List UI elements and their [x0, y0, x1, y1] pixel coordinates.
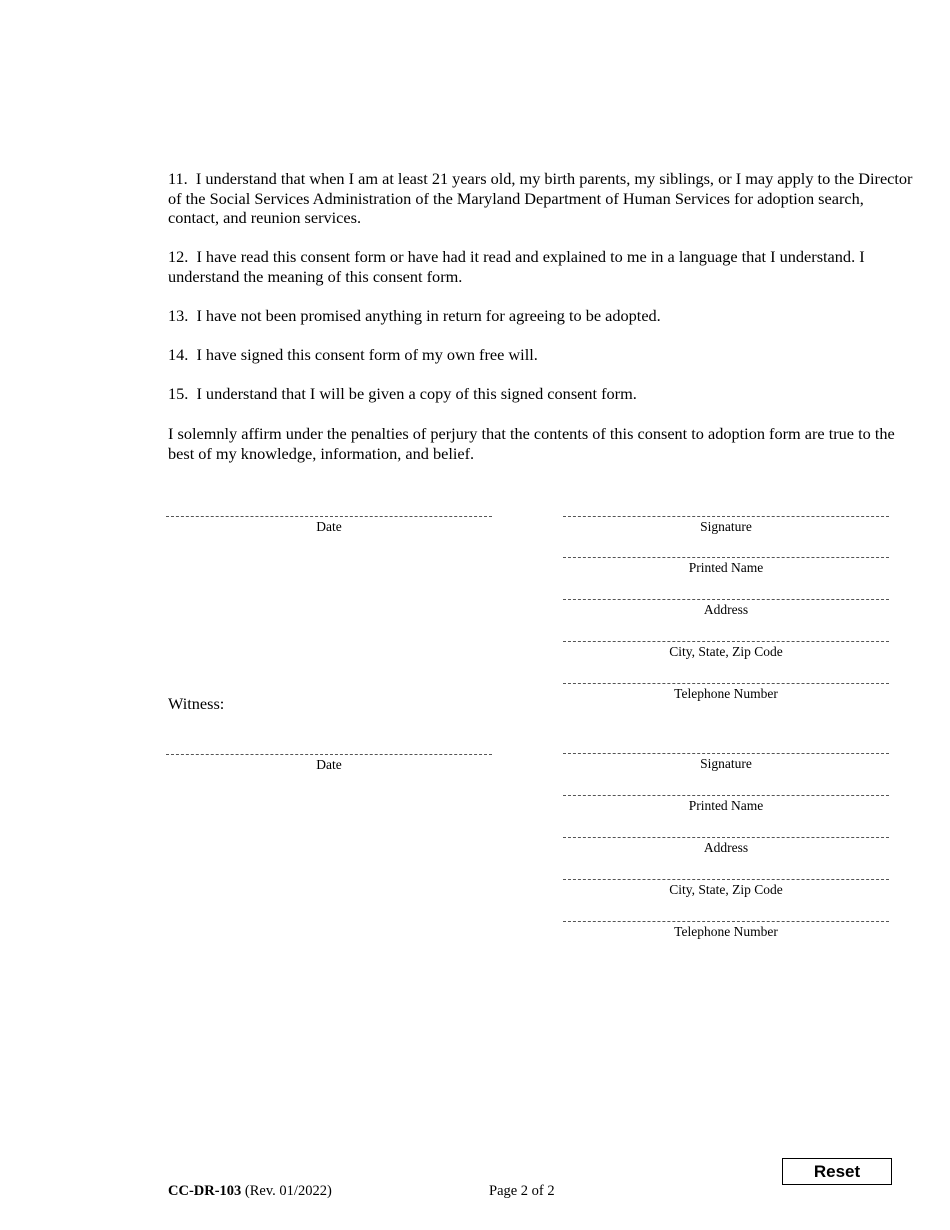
witness-telephone-field[interactable] [563, 921, 889, 951]
reset-button[interactable]: Reset [782, 1158, 892, 1185]
signer-date-label: Date [316, 519, 342, 534]
paragraph-11 [168, 169, 913, 228]
paragraph-number: 13. [168, 306, 189, 325]
paragraph-text: I have not been promised anything in return for agreeing to be adopted. [196, 306, 661, 325]
affirmation-paragraph: I solemnly affirm under the penalties of perjury that the contents of this consent to adoption form are true to the best of my knowledge, information, and belief. [168, 424, 895, 463]
paragraph-15 [168, 384, 913, 404]
witness-city-state-zip-field[interactable] [563, 879, 889, 909]
signature-line [563, 879, 889, 880]
signature-line [563, 641, 889, 642]
signature-line [563, 837, 889, 838]
signer-printed-name-field[interactable] [563, 557, 889, 587]
witness-printed-name-field[interactable] [563, 795, 889, 825]
paragraph-text: I understand that when I am at least 21 years old, my birth parents, my siblings, or I may apply to the Director of the Social Services Administration of the Maryland Department of Human Services for adoption search, contact, and reunion services. [168, 169, 913, 227]
signer-city-state-zip-field[interactable] [563, 641, 889, 671]
signature-line [166, 516, 492, 517]
signer-printed-name-label: Printed Name [688, 560, 764, 575]
page-number: Page 2 of 2 [489, 1183, 555, 1199]
witness-address-field[interactable] [563, 837, 889, 867]
witness-heading: Witness: [168, 694, 225, 713]
signer-signature-label: Signature [700, 519, 752, 534]
paragraph-number: 12. [168, 247, 189, 266]
witness-city-state-zip-label: City, State, Zip Code [669, 882, 783, 897]
signer-date-field[interactable] [166, 516, 492, 546]
signature-line [563, 753, 889, 754]
signer-address-field[interactable] [563, 599, 889, 629]
paragraph-number: 11. [168, 169, 188, 188]
paragraph-13 [168, 306, 913, 326]
paragraph-12 [168, 247, 913, 286]
signature-line [563, 921, 889, 922]
signer-telephone-label: Telephone Number [674, 686, 778, 701]
witness-signature-field[interactable] [563, 753, 889, 783]
witness-address-label: Address [703, 840, 749, 855]
paragraph-number: 14. [168, 345, 189, 364]
signature-line [563, 557, 889, 558]
witness-date-field[interactable] [166, 754, 492, 784]
paragraph-text: I have read this consent form or have had it read and explained to me in a language that I understand. I understand the meaning of this consent form. [168, 247, 865, 286]
signature-line [563, 516, 889, 517]
signature-line [166, 754, 492, 755]
paragraph-number: 15. [168, 384, 189, 403]
signer-address-label: Address [703, 602, 749, 617]
witness-signature-label: Signature [700, 756, 752, 771]
witness-date-label: Date [316, 757, 342, 772]
paragraph-text: I have signed this consent form of my own free will. [196, 345, 538, 364]
paragraph-text: I understand that I will be given a copy of this signed consent form. [196, 384, 637, 403]
signer-city-state-zip-label: City, State, Zip Code [669, 644, 783, 659]
signature-line [563, 599, 889, 600]
signer-telephone-field[interactable] [563, 683, 889, 713]
form-revision: (Rev. 01/2022) [244, 1183, 332, 1199]
form-id [168, 1182, 332, 1200]
witness-printed-name-label: Printed Name [688, 798, 764, 813]
witness-telephone-label: Telephone Number [674, 924, 778, 939]
signature-line [563, 683, 889, 684]
form-code: CC-DR-103 [168, 1183, 242, 1199]
paragraph-14 [168, 345, 913, 365]
signer-signature-field[interactable] [563, 516, 889, 546]
signature-line [563, 795, 889, 796]
